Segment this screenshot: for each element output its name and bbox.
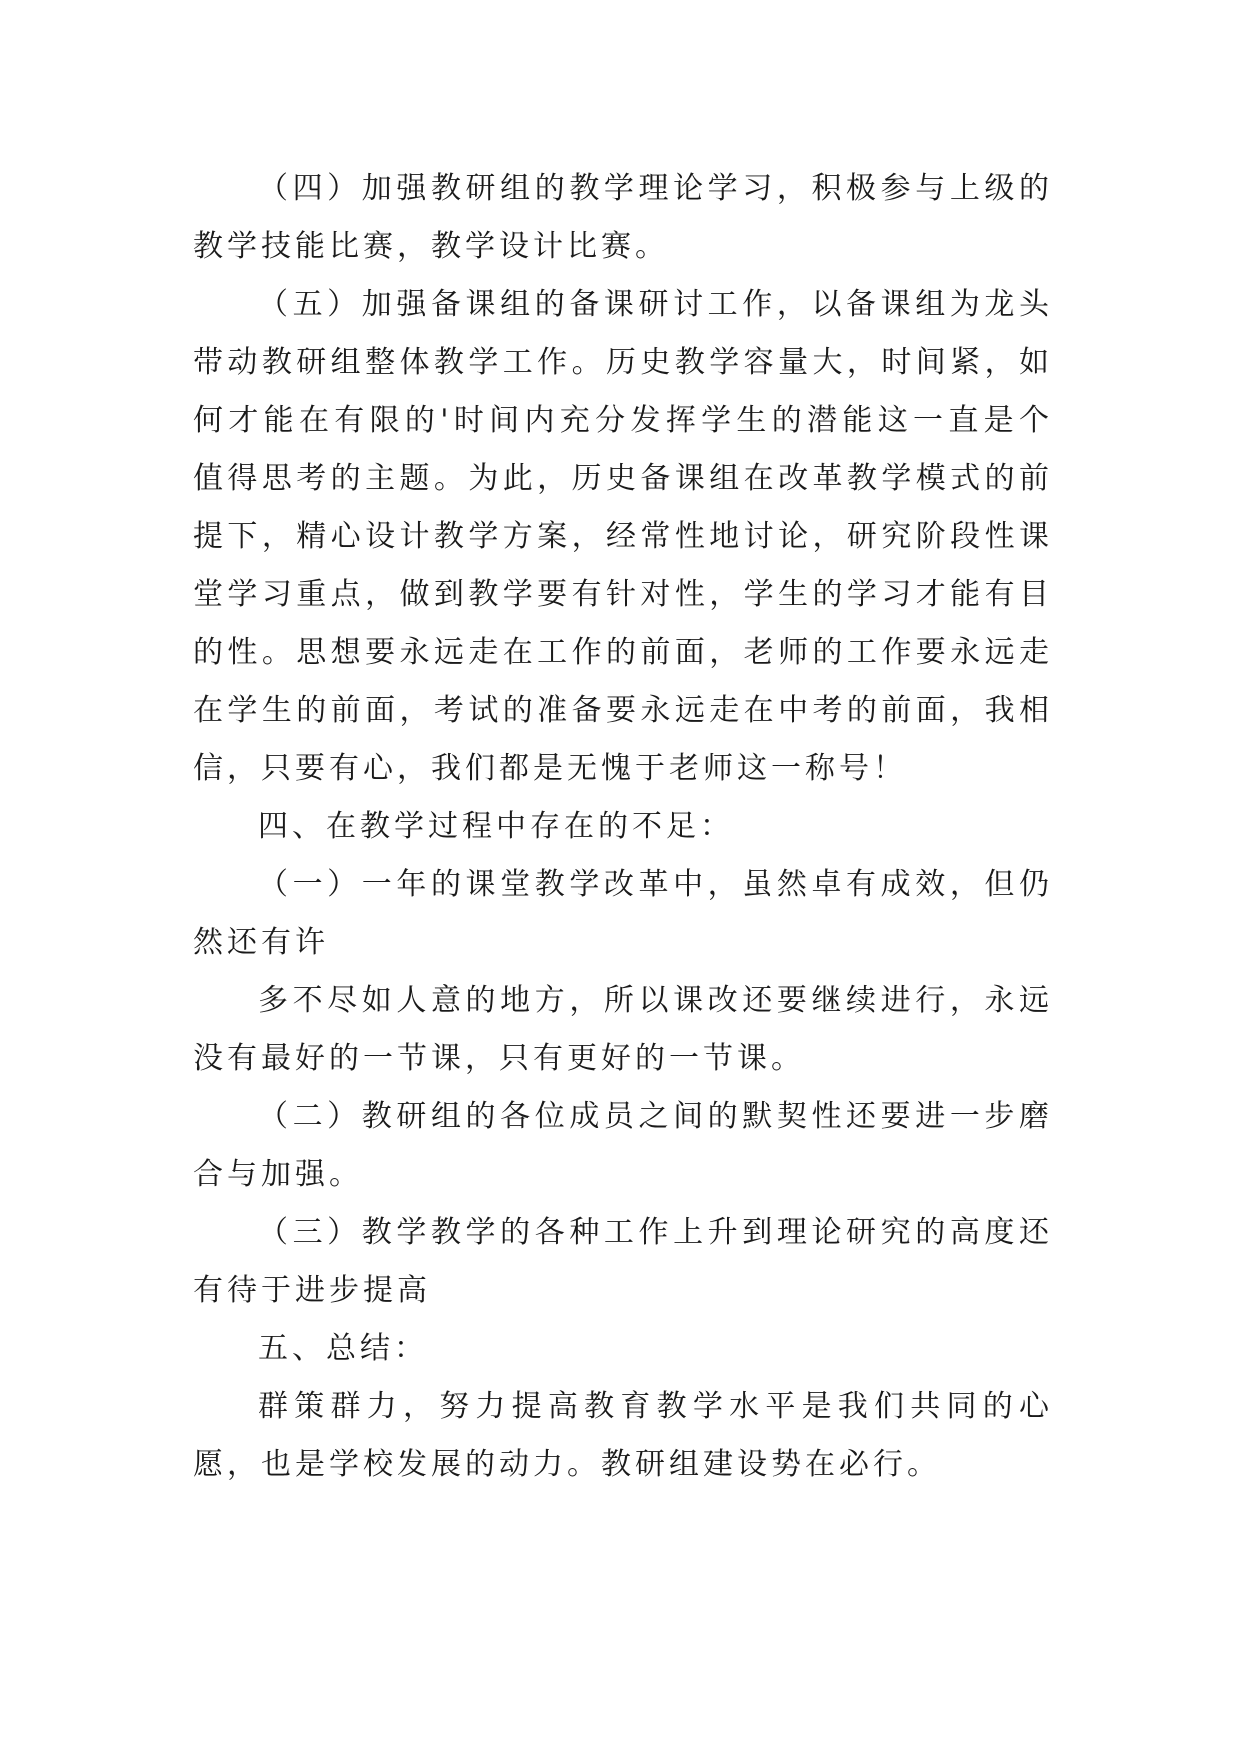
- document-body: [193, 160, 1053, 1494]
- paragraph-shortcoming-one-continued: 多不尽如人意的地方，所以课改还要继续进行，永远没有最好的一节课，只有更好的一节课。: [193, 983, 1053, 1076]
- paragraph-shortcoming-one: （一）一年的课堂教学改革中，虽然卓有成效，但仍然还有许: [193, 867, 1053, 960]
- paragraph-shortcoming-three: （三）教学教学的各种工作上升到理论研究的高度还有待于进步提高: [193, 1215, 1053, 1308]
- paragraph-shortcoming-two: （二）教研组的各位成员之间的默契性还要进一步磨合与加强。: [193, 1099, 1053, 1192]
- paragraph-summary: 群策群力，努力提高教育教学水平是我们共同的心愿，也是学校发展的动力。教研组建设势在必行。: [193, 1389, 1053, 1482]
- section-heading-shortcomings: 四、在教学过程中存在的不足：: [258, 809, 734, 844]
- paragraph-teaching-theory: （四）加强教研组的教学理论学习，积极参与上级的教学技能比赛，教学设计比赛。: [193, 171, 1053, 264]
- section-heading-summary: 五、总结：: [258, 1331, 428, 1366]
- paragraph-lesson-prep: （五）加强备课组的备课研讨工作，以备课组为龙头带动教研组整体教学工作。历史教学容量大，时间紧，如何才能在有限的'时间内充分发挥学生的潜能这一直是个值得思考的主题。为此，历史备课组在改革教学模式的前提下，精心设计教学方案，经常性地讨论，研究阶段性课堂学习重点，做到教学要有针对性，学生的学习才能有目的性。思想要永远走在工作的前面，老师的工作要永远走在学生的前面，考试的准备要永远走在中考的前面，我相信，只要有心，我们都是无愧于老师这一称号！: [193, 287, 1053, 786]
